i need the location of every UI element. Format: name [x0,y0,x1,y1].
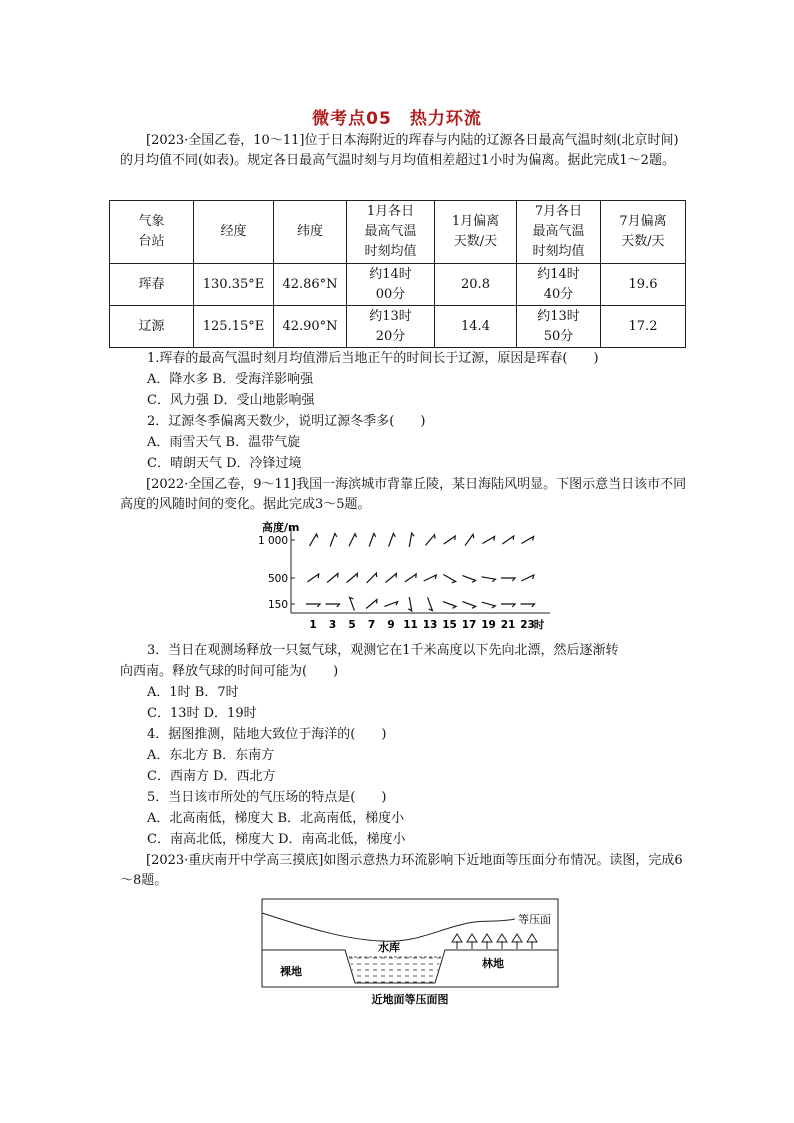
table-cell: 珲春 [110,264,194,306]
wind-barb [349,534,357,547]
wind-barb [482,537,494,544]
height-tick-label: 1 000 [258,535,288,547]
isobar-diagram [260,895,560,1010]
question-4: 4．据图推测，陆地大致位于海洋的( ) [147,727,387,742]
wind-barb [389,533,396,546]
wind-barb [444,536,455,544]
question-3-line-2: 向西南。释放气球的时间可能为( ) [120,664,339,679]
table-cell: 20.8 [435,264,517,306]
wind-barb [426,535,436,546]
hour-tick-label: 13 [422,619,438,631]
isobar-curve [262,913,515,941]
wind-barb [326,604,340,607]
hour-tick-label: 17 [461,619,477,631]
hour-tick-label: 9 [387,619,395,631]
wind-barb [502,536,513,544]
question-3-options-ab: A．1时 B．7时 [147,685,239,700]
tree-icon [527,934,537,949]
wind-barb [310,534,318,546]
hour-tick-label: 23 [520,619,535,631]
intro-paragraph-3: [2023·重庆南开中学高三摸底]如图示意热力环流影响下近地面等压面分布情况。读图，完成6～8题。 [120,853,683,888]
wind-barb [366,600,377,609]
wind-barb [501,578,515,581]
reservoir-label: 水库 [378,941,400,954]
wind-barb [327,574,338,583]
table-cell: 130.35°E [194,264,274,306]
header-cell: 7月偏离 天数/天 [601,201,686,264]
bare-land-label: 裸地 [280,965,302,978]
tree-icon [482,934,492,949]
wind-barb [521,604,535,607]
wind-barb [384,602,397,607]
wind-barb [482,602,496,608]
table-cell: 17.2 [601,306,686,348]
data-table [109,200,686,348]
diagram-caption: 近地面等压面图 [371,993,449,1006]
tree-icon [497,934,507,949]
hour-tick-label: 3 [328,619,337,631]
wind-barb [521,537,533,544]
header-cell: 1月偏离 天数/天 [435,201,517,264]
wind-barb [428,597,433,610]
header-cell: 经度 [194,201,274,264]
intro-paragraph-2: [2022·全国乙卷，9～11]我国一海滨城市背靠丘陵，某日海陆风明显。下图示意当日该市不同高度的风随时间的变化。据此完成3～5题。 [120,477,687,512]
question-1: 1.珲春的最高气温时刻月均值滞后当地正午的时间长于辽源，原因是珲春( ) [147,351,599,366]
hour-tick-label: 21 [500,619,516,631]
question-1-options-cd: C．风力强 D．受山地影响强 [147,393,315,408]
table-cell: 约14时 40分 [517,264,601,306]
table-cell: 约13时 50分 [517,306,601,348]
table-cell: 42.90°N [274,306,347,348]
hour-tick-label: 11 [403,619,418,631]
question-2: 2．辽源冬季偏离天数少，说明辽源冬季多( ) [147,414,426,429]
wind-barb [443,602,456,609]
table-row [110,306,686,348]
question-2-options-ab: A．雨雪天气 B．温带气旋 [147,435,301,450]
wind-barb [482,577,496,582]
wind-barb [462,576,475,583]
question-5-options-cd: C．南高北低，梯度大 D．南高北低，梯度小 [147,832,406,847]
question-2-options-cd: C．晴朗天气 D．冷锋过境 [147,456,302,471]
question-4-options-ab: A．东北方 B．东南方 [147,748,275,763]
hour-tick-label: 5 [348,619,356,631]
wind-chart-ylabel: 高度/m [262,521,300,534]
table-cell: 约13时 20分 [347,306,435,348]
wind-barb [521,575,534,581]
wind-chart [258,518,558,638]
question-1-options-ab: A．降水多 B．受海洋影响强 [147,372,314,387]
intro-paragraph-1: [2023·全国乙卷，10～11]位于日本海附近的珲春与内陆的辽源各日最高气温时刻(北京时间)的月均值不同(如表)。规定各日最高气温时刻与月均值相差超过1小时为偏离。据此完成1～2题。 [120,133,679,168]
tree-icon [452,934,462,949]
wind-barb [307,574,318,582]
page-title: 微考点05 热力环流 [312,109,482,129]
table-row [110,264,686,306]
wind-barb [424,575,437,581]
wind-barb [405,574,416,582]
table-cell: 约14时 00分 [347,264,435,306]
header-cell: 气象 台站 [110,201,194,264]
question-3-line-1: 3．当日在观测场释放一只氦气球，观测它在1千米高度以下先向北漂，然后逐渐转 [147,643,619,658]
table-header-row [110,201,686,264]
question-3-options-cd: C．13时 D．19时 [147,706,257,721]
wind-barb [369,533,376,546]
table-cell: 19.6 [601,264,686,306]
wind-barb [501,604,515,607]
height-tick-label: 150 [267,599,288,611]
header-cell: 7月各日 最高气温 时刻均值 [517,201,601,264]
forest-label: 林地 [482,957,504,970]
wind-barb [408,597,411,611]
hour-tick-label: 19 [481,619,496,631]
hour-tick-label: 7 [367,619,376,631]
table-cell: 辽源 [110,306,194,348]
wind-barb [350,597,355,610]
header-cell: 1月各日 最高气温 时刻均值 [347,201,435,264]
wind-barb [409,533,414,547]
wind-barb [386,574,397,583]
wind-barb [465,534,474,545]
table-cell: 125.15°E [194,306,274,348]
tree-icon [512,934,522,949]
question-4-options-cd: C．西南方 D．西北方 [147,769,276,784]
wind-barb [462,602,475,609]
tree-icon [467,934,477,949]
table-cell: 42.86°N [274,264,347,306]
wind-barb [306,604,320,607]
question-5: 5．当日该市所处的气压场的特点是( ) [147,790,387,805]
height-tick-label: 500 [267,573,288,585]
wind-barb [367,573,377,583]
reservoir-water [349,957,441,983]
isobar-label: 等压面 [518,913,551,926]
header-cell: 纬度 [274,201,347,264]
wind-barb [347,574,358,583]
wind-barb [330,533,337,546]
wind-barb [443,575,455,583]
hour-tick-label: 1 [309,619,317,631]
question-5-options-ab: A．北高南低，梯度大 B．北高南低，梯度小 [147,811,405,826]
hour-tick-label: 时 [533,619,545,631]
hour-tick-label: 15 [442,619,457,631]
table-cell: 14.4 [435,306,517,348]
